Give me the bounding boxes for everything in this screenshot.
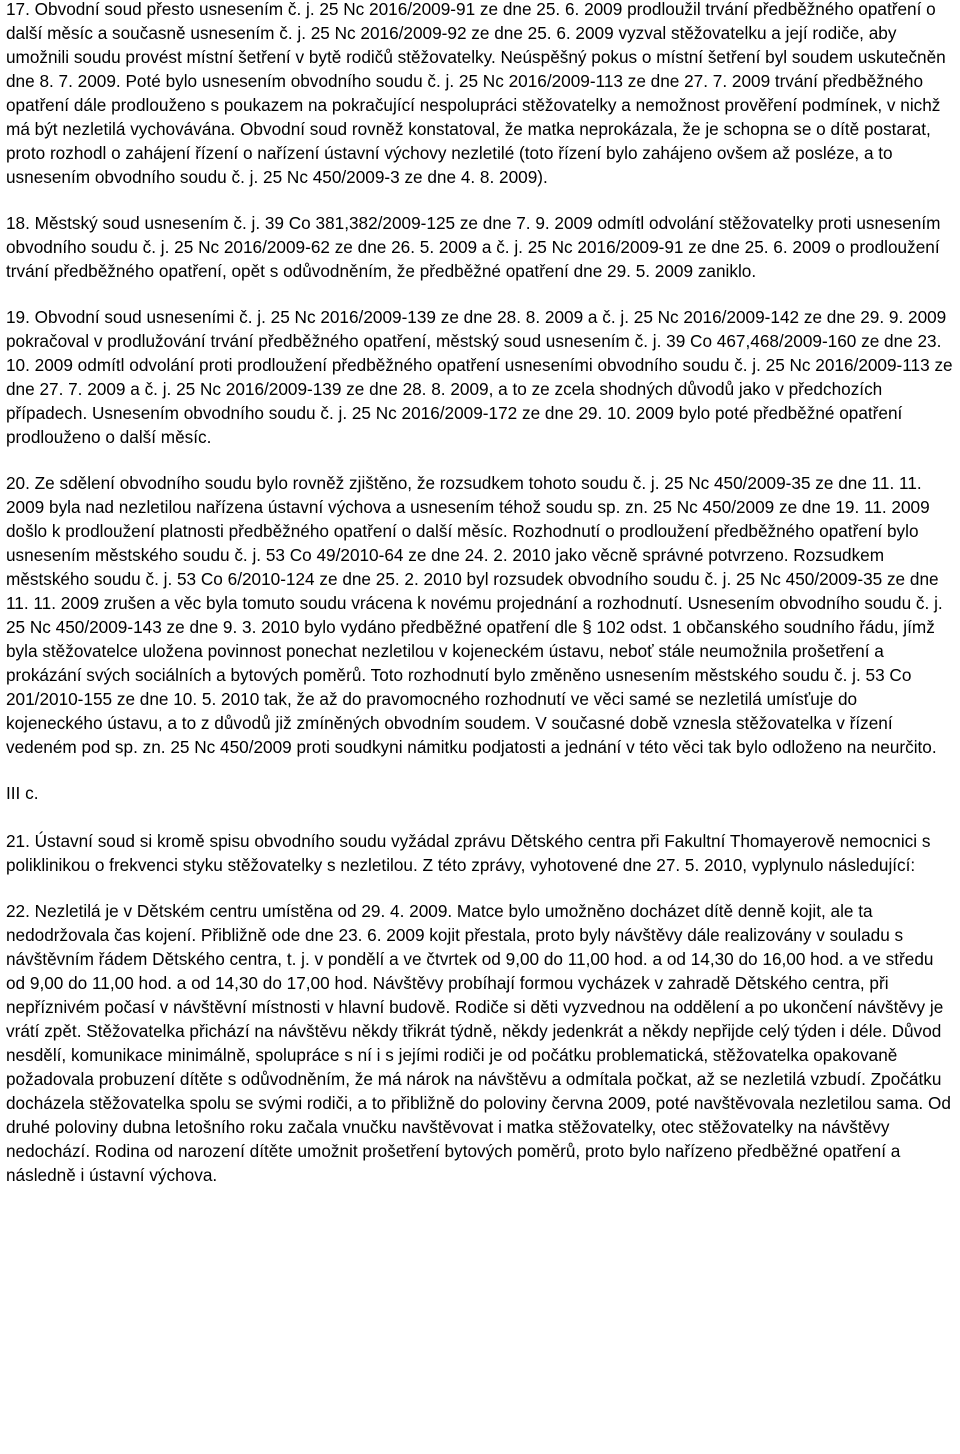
paragraph-19: 19. Obvodní soud usneseními č. j. 25 Nc 2016/2009-139 ze dne 28. 8. 2009 a č. j. 25 Nc 2016/2009-142 ze dne 29. 9. 2009 pokračoval v prodlužování trvání předběžného opatření, městský soud usnesením č. j. 39 Co 467,468/2009-160 ze dne 23. 10. 2009 odmítl odvolání proti prodloužení předběžného opatření usneseními obvodního soudu č. j. 25 Nc 2016/2009-113 ze dne 27. 7. 2009 a č. j. 25 Nc 2016/2009-139 ze dne 28. 8. 2009, a to ze zcela shodných důvodů jako v předchozích případech. Usnesením obvodního soudu č. j. 25 Nc 2016/2009-172 ze dne 29. 10. 2009 bylo poté předběžné opatření prodlouženo o další měsíc. [6,307,953,447]
paragraph-17: 17. Obvodní soud přesto usnesením č. j. 25 Nc 2016/2009-91 ze dne 25. 6. 2009 prodloužil trvání předběžného opatření o další měsíc a současně usnesením č. j. 25 Nc 2016/2009-92 ze dne 25. 6. 2009 vyzval stěžovatelku a její rodiče, aby umožnili soudu provést místní šetření v bytě rodičů stěžovatelky. Neúspěšný pokus o místní šetření byl soudem uskutečněn dne 8. 7. 2009. Poté bylo usnesením obvodního soudu č. j. 25 Nc 2016/2009-113 ze dne 27. 7. 2009 trvání předběžného opatření dále prodlouženo s poukazem na pokračující nespolupráci stěžovatelky a nemožnost prověření podmínek, v nichž má být nezletilá vychovávána. Obvodní soud rovněž konstatoval, že matka neprokázala, že je schopna se o dítě postarat, proto rozhodl o zahájení řízení o nařízení ústavní výchovy nezletilé (toto řízení bylo zahájeno ovšem až posléze, a to usnesením obvodního soudu č. j. 25 Nc 450/2009-3 ze dne 4. 8. 2009). [6,0,946,187]
paragraph-21: 21. Ústavní soud si kromě spisu obvodního soudu vyžádal zprávu Dětského centra při Fakultní Thomayerově nemocnici s poliklinikou o frekvenci styku stěžovatelky s nezletilou. Z této zprávy, vyhotovené dne 27. 5. 2010, vyplynulo následující: [6,831,931,875]
paragraph-22: 22. Nezletilá je v Dětském centru umístěna od 29. 4. 2009. Matce bylo umožněno docházet dítě denně kojit, ale ta nedodržovala čas kojení. Přibližně ode dne 23. 6. 2009 kojit přestala, proto byly návštěvy dále realizovány v souladu s návštěvním řádem Dětského centra, t. j. v pondělí a ve čtvrtek od 9,00 do 11,00 hod. a od 14,30 do 16,00 hod. a ve středu od 9,00 do 11,00 hod. a od 14,30 do 17,00 hod. Návštěvy probíhají formou vycházek v zahradě Dětského centra, při nepříznivém počasí v návštěvní místnosti v hlavní budově. Rodiče si děti vyzvednou na oddělení a po ukončení návštěvy je vrátí zpět. Stěžovatelka přichází na návštěvu někdy třikrát týdně, někdy jedenkrát a někdy nepřijde celý týden i déle. Důvod nesdělí, komunikace minimálně, spolupráce s ní i s jejími rodiči je od počátku problematická, stěžovatelka opakovaně požadovala probuzení dítěte s odůvodněním, že má nárok na návštěvu a odmítala počkat, až se nezletilá vzbudí. Zpočátku docházela stěžovatelka spolu se svými rodiči, a to přibližně do poloviny června 2009, poté navštěvovala nezletilou sama. Od druhé poloviny dubna letošního roku začala vnučku navštěvovat i matka stěžovatelky, otec stěžovatelky na návštěvy nedochází. Rodina od narození dítěte umožnit prošetření bytových poměrů, proto bylo nařízeno předběžné opatření a následně i ústavní výchova. [6,901,951,1185]
paragraph-18: 18. Městský soud usnesením č. j. 39 Co 381,382/2009-125 ze dne 7. 9. 2009 odmítl odvolání stěžovatelky proti usnesením obvodního soudu č. j. 25 Nc 2016/2009-62 ze dne 26. 5. 2009 a č. j. 25 Nc 2016/2009-91 ze dne 25. 6. 2009 o prodloužení trvání předběžného opatření, opět s odůvodněním, že předběžné opatření dne 29. 5. 2009 zaniklo. [6,213,941,281]
document-page [6,0,954,1454]
section-heading: III c. [6,783,39,803]
paragraph-20: 20. Ze sdělení obvodního soudu bylo rovněž zjištěno, že rozsudkem tohoto soudu č. j. 25 Nc 450/2009-35 ze dne 11. 11. 2009 byla nad nezletilou nařízena ústavní výchova a usnesením téhož soudu sp. zn. 25 Nc 450/2009 ze dne 19. 11. 2009 došlo k prodloužení platnosti předběžného opatření o další měsíc. Rozhodnutí o prodloužení předběžného opatření bylo usnesením městského soudu č. j. 53 Co 49/2010-64 ze dne 24. 2. 2010 jako věcně správné potvrzeno. Rozsudkem městského soudu č. j. 53 Co 6/2010-124 ze dne 25. 2. 2010 byl rozsudek obvodního soudu č. j. 25 Nc 450/2009-35 ze dne 11. 11. 2009 zrušen a věc byla tomuto soudu vrácena k novému projednání a rozhodnutí. Usnesením obvodního soudu č. j. 25 Nc 450/2009-143 ze dne 9. 3. 2010 bylo vydáno předběžné opatření dle § 102 odst. 1 občanského soudního řádu, jímž byla stěžovatelce uložena povinnost ponechat nezletilou v kojeneckém ústavu, neboť stále neumožnila prošetření a prokázání svých sociálních a bytových poměrů. Toto rozhodnutí bylo změněno usnesením městského soudu č. j. 53 Co 201/2010-155 ze dne 10. 5. 2010 tak, že až do pravomocného rozhodnutí ve věci samé se nezletilá umísťuje do kojeneckého ústavu, a to z důvodů již zmíněných obvodním soudem. V současné době vznesla stěžovatelka v řízení vedeném pod sp. zn. 25 Nc 450/2009 proti soudkyni námitku podjatosti a jednání v této věci tak bylo odloženo na neurčito. [6,473,943,757]
